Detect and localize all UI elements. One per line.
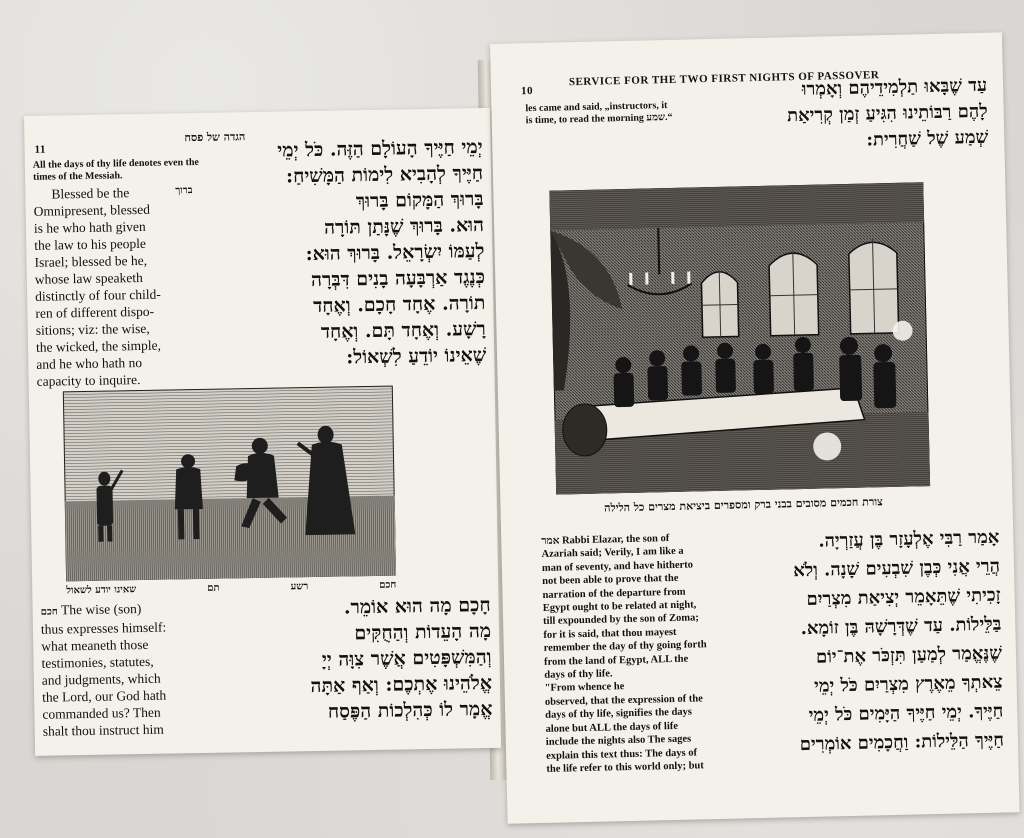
english-line: alone but ALL the days of life [545,720,679,735]
hebrew-line: לְעַמּוֹ יִשְׂרָאֵל. בָּרוּךְ הוּא: [305,239,485,266]
engraving-sages-seder [549,182,930,494]
english-line: observed, that the expression of the [544,693,703,708]
hebrew-line: שְׁמַע שֶׁל שַׁחֲרִית: [866,126,989,151]
hebrew-line: הֲרֵי אֲנִי כְּבֶן שִׁבְעִים שָׁנָה. וְלֹא [792,555,1001,582]
hebrew-line: שֶׁנֶּאֱמַר לְמַעַן תִּזְכֹּר אֶת־יוֹם [815,642,1003,668]
hebrew-line: זָכִיתִי שֶׁתֵּאָמֵר יְצִיאַת מִצְרַיִם [806,584,1001,610]
english-text-top [525,100,686,128]
english-line: the wicked, the simple, [35,337,161,355]
hebrew-line: צֵאתְךָ מֵאֶרֶץ מִצְרַיִם כֹּל יְמֵי [813,671,1003,697]
hebrew-line: בָּרוּךְ הַמָּקוֹם בָּרוּךְ [355,187,484,213]
english-line: and judgments, which [41,670,161,688]
hebrew-line: אֱמָר לוֹ כְּהִלְכוֹת הַפֶּסַח [327,697,493,723]
hebrew-line: וְהַמִּשְׁפָּטִים אֲשֶׁר צִוָּה יְיָ [321,645,492,671]
english-line: Azariah said; Verily, I am like a [541,546,684,561]
hebrew-line: שֶׁאֵינוֹ יוֹדֵעַ לִשְׁאוֹל: [346,343,487,369]
english-line: is he who hath given [33,218,146,236]
english-line: Blessed be the [51,185,130,202]
hebrew-marker: אמר [541,534,560,547]
english-line: remember the day of thy going forth [543,639,707,655]
english-line: explain this text thus: The days of [546,746,698,762]
label-simple: תם [207,582,220,594]
english-line: commanded us? Then [42,704,161,722]
english-line: not been able to prove that the [542,573,679,588]
english-line: and he who hath no [36,354,143,372]
hebrew-line: אָמַר רַבִּי אֶלְעָזָר בֶּן עֲזַרְיָה. [818,526,1000,552]
english-line: whose law speaketh [34,269,143,287]
english-line: distinctly of four child- [35,286,161,304]
english-line: include the nights also The sages [545,733,692,749]
engraving-illustration [63,386,396,582]
running-header-hebrew: הגדה של פסח [184,130,246,145]
hebrew-marker: חכם [40,606,58,618]
running-header: SERVICE FOR THE TWO FIRST NIGHTS OF PASSOVER [568,69,880,89]
english-line: till expounded by the son of Zoma; [542,612,699,628]
label-wicked: רשע [290,581,309,593]
page-number: 10 [520,85,534,98]
english-line: shalt thou instruct him [42,721,164,739]
hebrew-line: חַיֶּיךָ לְהָבִיא לִימוֹת הַמָּשִׁיחַ: [285,161,484,188]
hebrew-text-top [687,73,989,158]
hebrew-text-bottom [723,523,1004,761]
english-line: sitions; viz: the wise, [35,320,150,338]
hebrew-line: עַד שֶׁבָּאוּ תַלְמִידֵיהֶם וְאָמְרוּ [801,74,988,100]
english-line: les came and said, „instructors, it [525,99,668,115]
right-page [490,32,1020,823]
english-text: Rabbi Elazar, the son of [561,533,670,547]
left-page [24,108,501,756]
english-line: days of thy life, signifies the days [545,706,693,722]
english-line: Israel; blessed be he, [34,252,148,270]
english-line: for it is said, that thou mayest [543,626,677,641]
hebrew-line: כְּנֶגֶד אַרְבָּעָה בָנִים דִּבְּרָה [310,265,486,292]
hebrew-line: חָכָם מָה הוּא אוֹמֵר. [343,593,491,619]
hebrew-line: בַּלֵּילוֹת. עַד שֶׁדְּרָשָׁהּ בֶּן זוֹמָא. [800,613,1002,640]
english-line: testimonies, statutes, [41,653,154,671]
hebrew-line: לָהֶם רַבּוֹתֵינוּ הִגִּיעַ זְמַן קְרִיאַת [786,100,988,127]
english-line: is time, to read the morning שמע.“ [525,111,673,127]
side-note: All the days of thy life denotes even the times of the Messiah. [32,156,200,183]
label-wise: חכם [379,579,397,591]
hebrew-line: מָה הָעֵדוֹת וְהַחֻקִּים [354,619,492,645]
label-unable-to-ask: שאינו יודע לשאול [66,584,137,597]
hebrew-line: רָשָׁע. וְאֶחָד תָּם. וְאֶחָד [320,317,486,343]
english-text-bottom [40,599,222,740]
english-line: what meaneth those [41,636,149,654]
english-text-bottom [541,531,724,776]
english-line: Egypt ought to be related at night, [542,599,697,614]
engraving-four-sons [63,386,396,582]
hebrew-text-top [206,134,486,373]
hebrew-line: חַיֶּיךָ. יְמֵי חַיֶּיךָ הַיָּמִים כֹּל יְמֵי [808,700,1004,726]
hebrew-marker: ברוך [175,185,193,197]
hebrew-text-bottom [212,592,492,727]
english-line: ren of different dispo- [35,303,155,321]
english-line: days of thy life. [544,668,613,681]
hebrew-line: הוּא. בָּרוּךְ שֶׁנָּתַן תּוֹרָה [323,213,485,239]
english-line: thus expresses himself: [40,619,167,637]
english-line: the Lord, our God hath [42,687,167,705]
english-line: the law to his people [34,235,147,253]
english-text: The wise (son) [60,601,142,618]
english-line: capacity to inquire. [36,372,141,389]
english-line: Omnipresent, blessed [33,201,151,219]
hebrew-line: חַיֶּיךָ הַלֵּילוֹת: וַחֲכָמִים אוֹמְרִים [799,729,1005,756]
hebrew-line: יְמֵי חַיֶּיךָ הָעוֹלָם הַזֶּה. כֹּל יְמֵי [277,136,483,162]
english-line: "From whence he [544,681,625,695]
english-line: from the land of Egypt, ALL the [543,653,689,668]
engraving-illustration [549,182,930,494]
page-number: 11 [34,143,47,156]
hebrew-line: אֱלֹהֵינוּ אֶתְכֶם: וְאַף אַתָּה [310,671,493,698]
engraving-caption: צורת חכמים מסובים בבני ברק ומספרים ביציאת מצרים כל הלילה [604,495,883,515]
english-line: the life refer to this world only; but [546,760,704,775]
hebrew-line: תוֹרָה. אֶחָד חָכָם. וְאֶחָד [312,291,486,317]
english-line: man of seventy, and have hitherto [541,559,694,574]
english-text-top [33,183,217,390]
english-line: narration of the departure from [542,586,686,601]
